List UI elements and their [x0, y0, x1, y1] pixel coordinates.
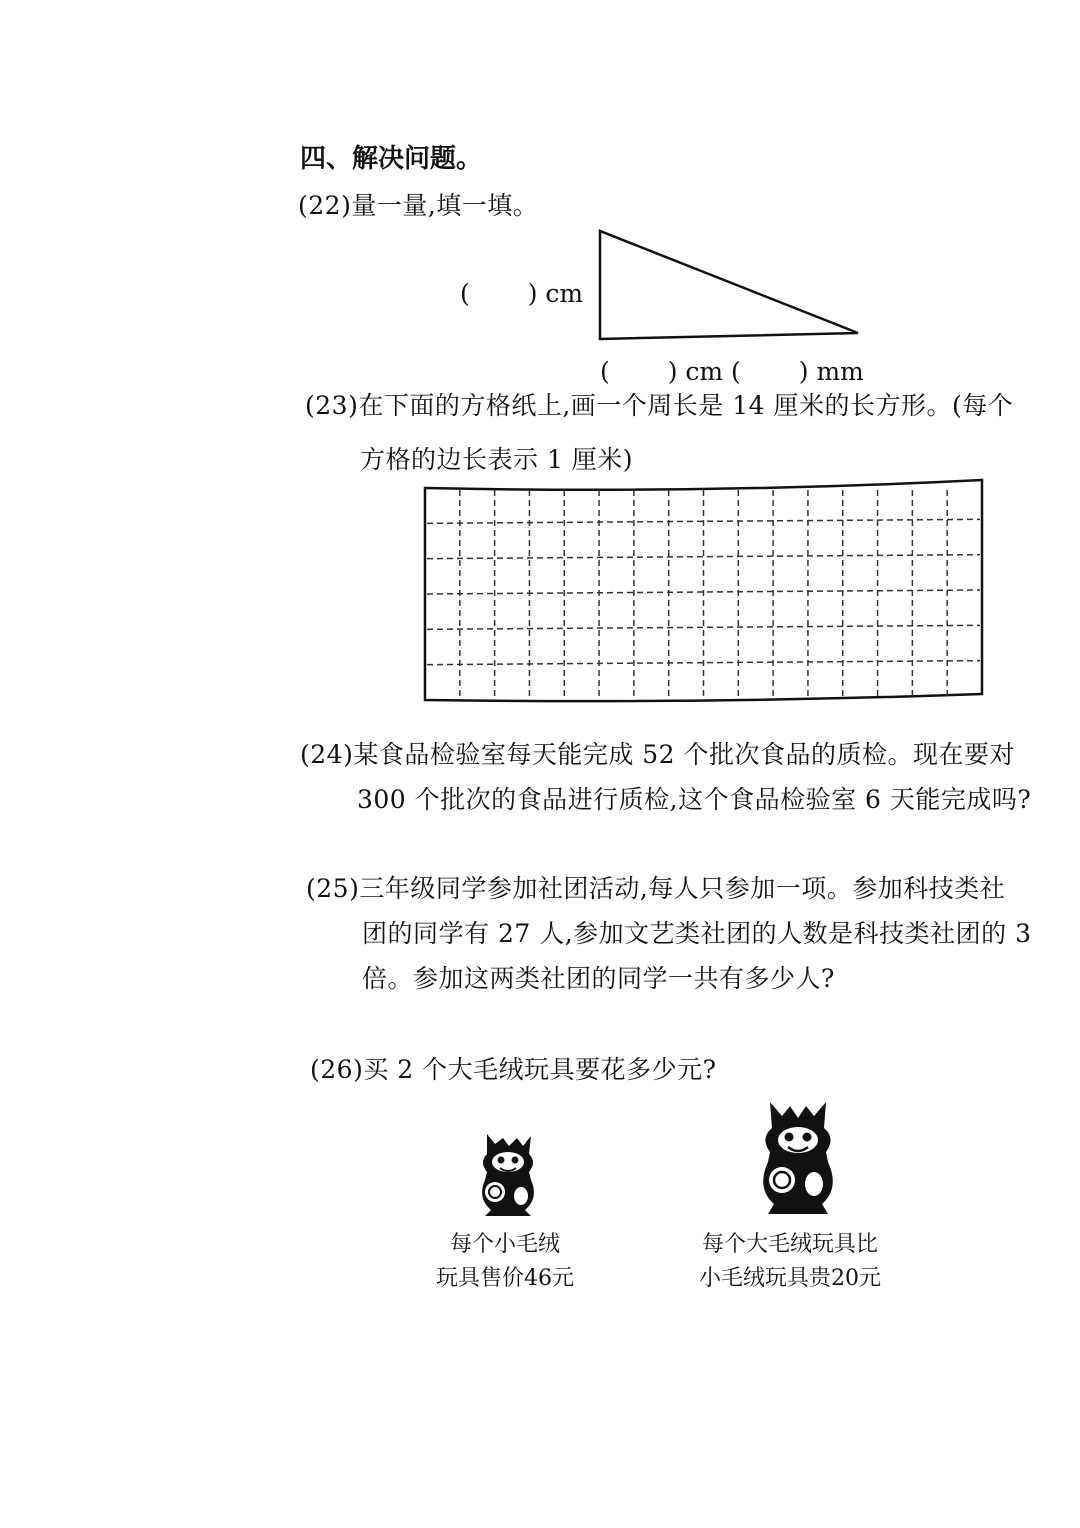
triangle-height-blank[interactable]: ( ) cm	[460, 279, 584, 308]
big-toy-caption	[690, 1228, 890, 1296]
question-26: (26)买 2 个大毛绒玩具要花多少元?	[310, 1055, 717, 1084]
big-toy-caption-line2: 小毛绒玩具贵20元	[699, 1266, 881, 1291]
big-toy-caption-line1: 每个大毛绒玩具比	[701, 1232, 878, 1257]
big-dragon-plush-icon	[756, 1096, 840, 1216]
triangle-base-blank[interactable]: ( ) cm ( ) mm	[600, 357, 864, 386]
small-toy-caption	[430, 1228, 580, 1296]
small-toy-caption-line2: 玩具售价46元	[436, 1266, 574, 1291]
question-23-line2: 方格的边长表示 1 厘米)	[360, 445, 634, 474]
question-24-line2: 300 个批次的食品进行质检,这个食品检验室 6 天能完成吗?	[357, 785, 1032, 814]
question-25-line1: (25)三年级同学参加社团活动,每人只参加一项。参加科技类社	[306, 874, 1006, 903]
question-23-line1: (23)在下面的方格纸上,画一个周长是 14 厘米的长方形。(每个	[305, 391, 1014, 420]
question-25-line2: 团的同学有 27 人,参加文艺类社团的人数是科技类社团的 3	[362, 919, 1032, 948]
question-25-line3: 倍。参加这两类社团的同学一共有多少人?	[362, 964, 835, 993]
question-24-line1: (24)某食品检验室每天能完成 52 个批次食品的质检。现在要对	[300, 740, 1016, 769]
question-22: (22)量一量,填一填。	[298, 191, 539, 220]
small-dragon-plush-icon	[473, 1128, 543, 1218]
section-title: 四、解决问题。	[300, 144, 483, 174]
small-toy-caption-line1: 每个小毛绒	[449, 1232, 560, 1257]
